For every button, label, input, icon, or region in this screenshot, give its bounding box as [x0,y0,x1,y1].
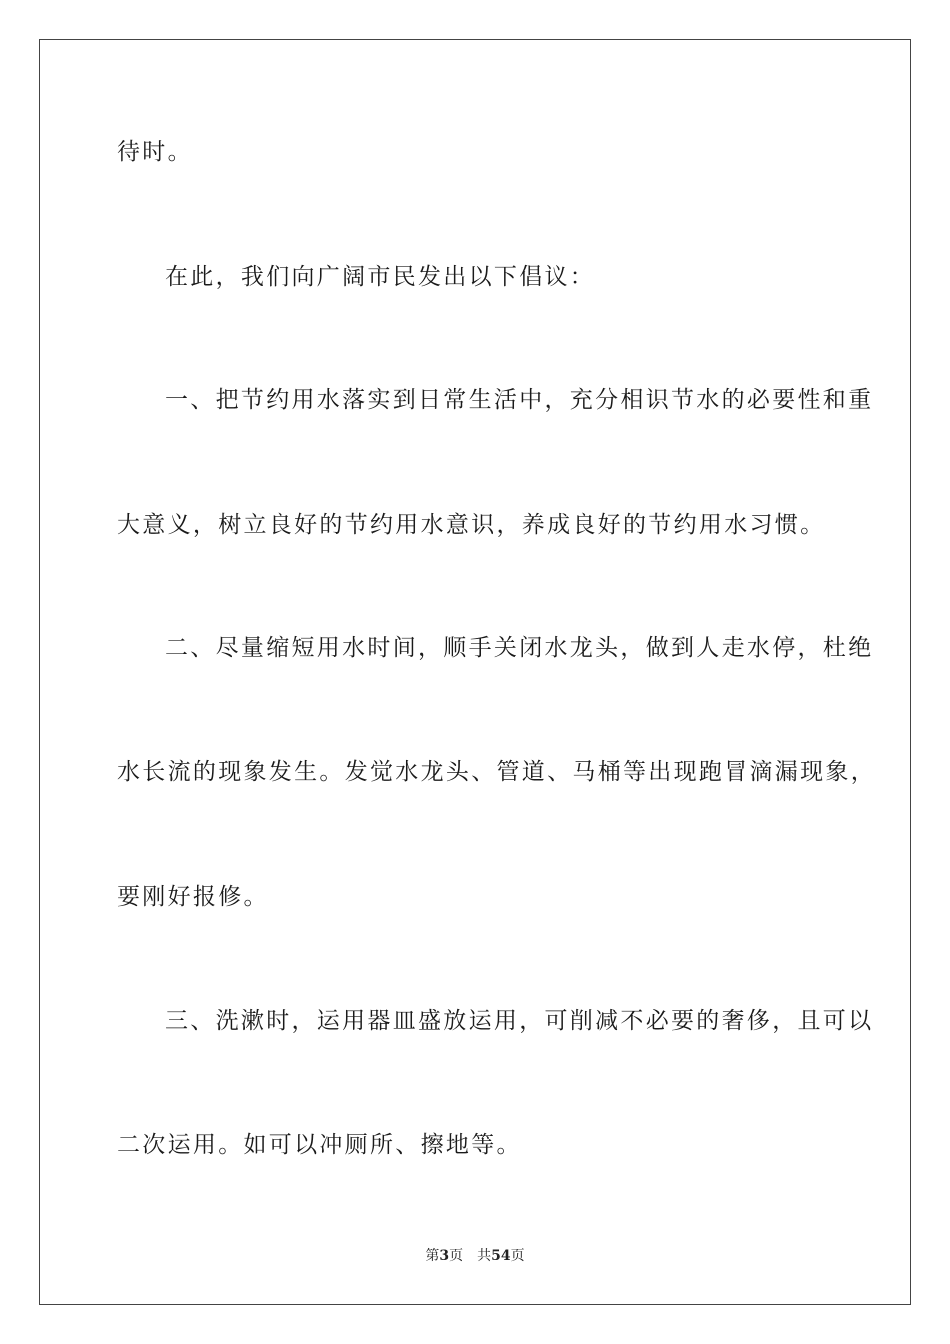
paragraph-intro: 在此，我们向广阔市民发出以下倡议： [165,264,596,290]
total-suffix: 页 [510,1248,525,1264]
paragraph-item-2-line-3: 要刚好报修。 [117,884,269,910]
page-number: 3 [439,1248,450,1264]
paragraph-continuation: 待时。 [117,139,193,165]
paragraph-item-2-line-1: 二、尽量缩短用水时间，顺手关闭水龙头，做到人走水停，杜绝 [165,635,874,661]
page-suffix: 页 [449,1248,464,1264]
total-prefix: 共 [477,1248,492,1264]
page-footer [0,1247,950,1265]
paragraph-item-2-line-2: 水长流的现象发生。发觉水龙头、管道、马桶等出现跑冒滴漏现象， [117,759,876,785]
paragraph-item-1-line-2: 大意义，树立良好的节约用水意识，养成良好的节约用水习惯。 [117,512,826,538]
page-prefix: 第 [425,1248,440,1264]
page-border [39,39,911,1305]
total-pages: 54 [491,1248,511,1264]
paragraph-item-3-line-2: 二次运用。如可以冲厕所、擦地等。 [117,1132,522,1158]
paragraph-item-1-line-1: 一、把节约用水落实到日常生活中，充分相识节水的必要性和重 [165,387,874,413]
paragraph-item-3-line-1: 三、洗漱时，运用器皿盛放运用，可削减不必要的奢侈，且可以 [165,1008,874,1034]
